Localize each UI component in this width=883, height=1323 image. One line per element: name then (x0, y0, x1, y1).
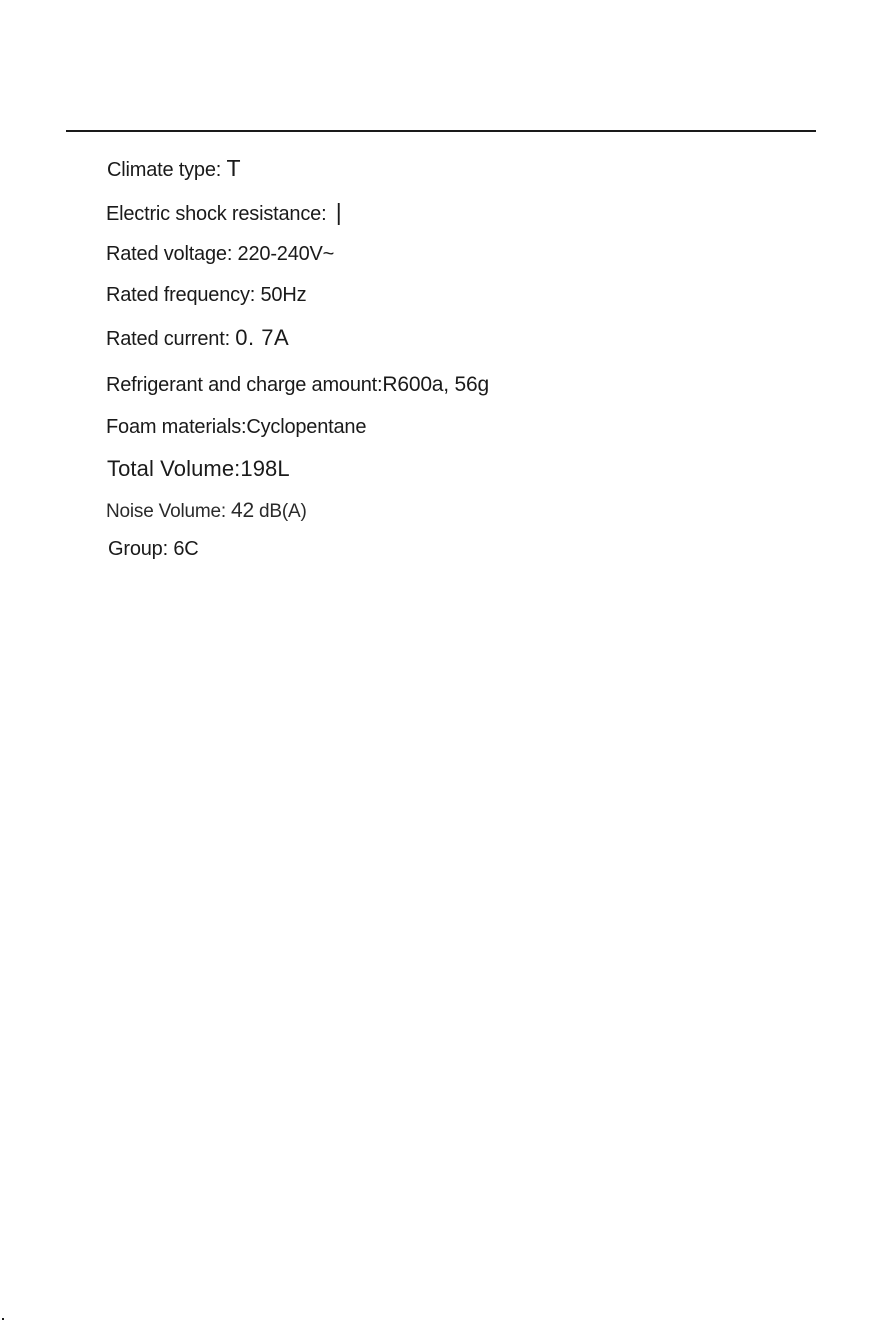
spec-climate-type (107, 156, 240, 182)
spec-label: Noise Volume: (106, 501, 231, 522)
spec-value: 6C (173, 538, 199, 560)
spec-label: Electric shock resistance: (106, 203, 332, 225)
spec-value: | (335, 199, 342, 225)
spec-label: Total Volume: (107, 456, 241, 481)
spec-value: 0. 7A (235, 325, 290, 350)
spec-unit: dB(A) (253, 501, 307, 522)
spec-total-volume (107, 457, 290, 481)
spec-label: Climate type: (107, 159, 227, 181)
spec-group (108, 537, 198, 561)
spec-rated-frequency (106, 283, 306, 307)
specification-list (0, 0, 883, 600)
spec-label: Rated voltage: (106, 243, 238, 265)
spec-value: Cyclopentane (246, 416, 367, 438)
spec-label: Rated current: (106, 328, 236, 350)
spec-rated-voltage (106, 242, 334, 266)
spec-label: Refrigerant and charge amount: (106, 374, 383, 396)
spec-value: T (226, 155, 241, 181)
spec-value: 42 (231, 499, 254, 522)
spec-electric-shock-resistance (106, 200, 342, 226)
spec-value: 198L (240, 456, 290, 481)
spec-value: R600a, 56g (382, 373, 489, 396)
spec-noise-volume (106, 499, 307, 524)
spec-label: Foam materials: (106, 416, 247, 438)
spec-rated-current (106, 326, 289, 351)
spec-refrigerant (106, 373, 489, 397)
corner-mark (2, 1318, 4, 1320)
spec-foam-materials (106, 415, 366, 439)
spec-value: 220-240V~ (237, 243, 335, 265)
spec-label: Rated frequency: (106, 284, 261, 306)
spec-value: 50Hz (260, 284, 307, 306)
spec-label: Group: (108, 538, 174, 560)
